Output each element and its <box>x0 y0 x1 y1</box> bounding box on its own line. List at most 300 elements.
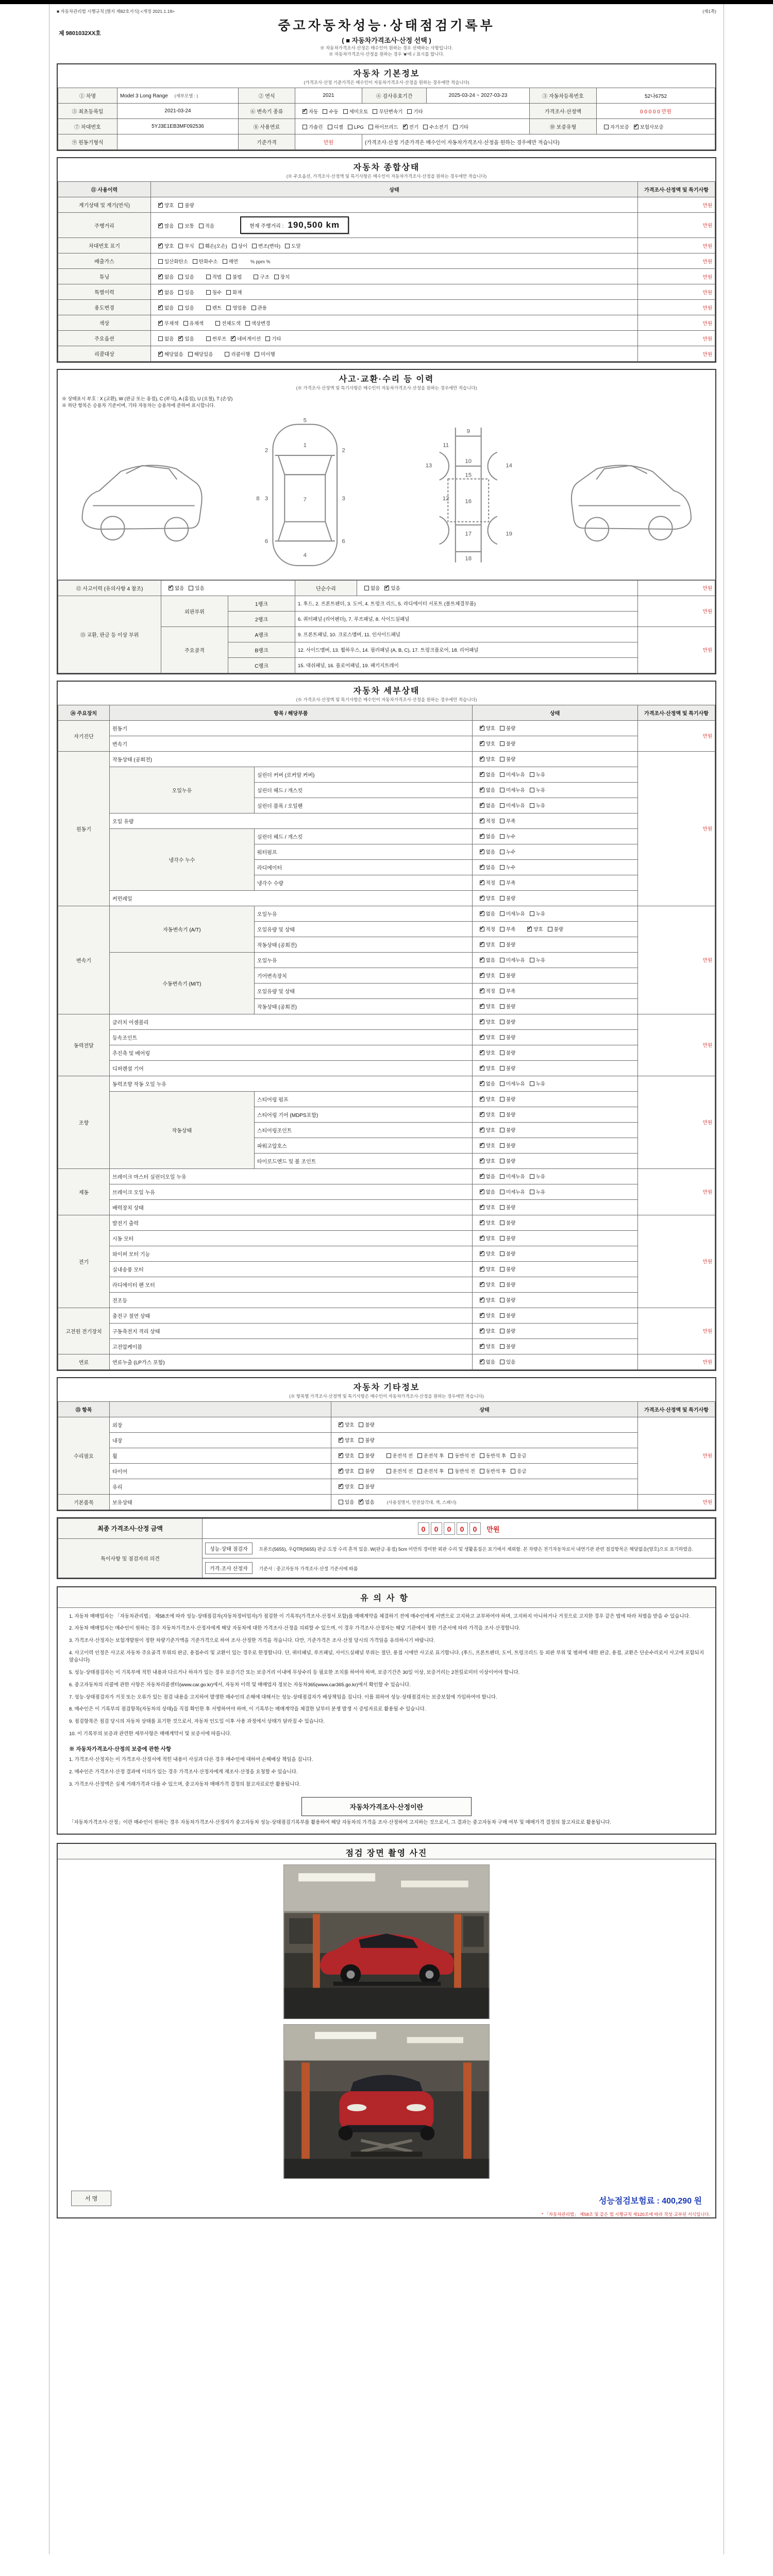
checkbox-label: 양호 <box>533 927 543 933</box>
table-header-row <box>58 182 715 197</box>
price-digit: 0 <box>418 1522 429 1535</box>
unchecked-checkbox <box>199 244 204 248</box>
checkbox-label: 있음 <box>195 586 205 591</box>
unchecked-checkbox <box>500 911 505 916</box>
checkbox-label: 양호 <box>485 896 495 902</box>
checkbox-label: 불량 <box>506 726 516 732</box>
table-row <box>58 1168 715 1184</box>
checked-checkbox <box>480 1004 484 1009</box>
price-cell: 만원 <box>638 626 715 673</box>
svg-text:12: 12 <box>442 496 449 502</box>
checked-checkbox <box>169 586 173 590</box>
checkbox-group <box>475 927 516 933</box>
status-cell <box>472 1014 637 1029</box>
item-label: 발전기 출력 <box>110 1215 473 1230</box>
price-cell: 만원 <box>638 331 715 346</box>
table-row <box>58 1417 715 1432</box>
item-label: 휠 <box>110 1448 331 1463</box>
checkbox-label: 양호 <box>345 1453 355 1459</box>
checkbox-label: 썬루프 <box>212 336 227 342</box>
checkbox-group <box>154 275 194 280</box>
status-cell <box>331 1448 638 1463</box>
price-cell: 만원 <box>638 284 715 300</box>
section-accident-history <box>57 369 716 674</box>
unchecked-checkbox <box>274 275 279 279</box>
status-cell <box>472 1230 637 1246</box>
checkbox-label: 양호 <box>485 1066 495 1072</box>
status-cell <box>151 253 638 269</box>
status-cell <box>151 315 638 331</box>
checkbox-group <box>475 741 516 747</box>
checked-checkbox <box>480 1050 484 1055</box>
status-cell <box>331 1432 638 1448</box>
checkbox-label: 양호 <box>485 1329 495 1334</box>
checkbox-group <box>220 352 275 358</box>
checkbox-group <box>154 306 194 311</box>
price-cell: 만원 <box>638 1417 715 1494</box>
checkbox-label: 적정 <box>485 819 495 824</box>
checkbox-label: 불량 <box>506 896 516 902</box>
notice-item: 4. 사고이력 인정은 사고로 자동차 주요골격 부위의 판금, 용접수리 및 교환이 있는 경우로 한정합니다. 단, 쿼터패널, 루프패널, 사이드실패널 부위는 절단, 용접 시에만 사고로 표기합니다. (후드, 프론트펜더, 도어, 트렁크리드 등 외판 부위 및 범퍼에 대한 판금, 용접, 교환은 단순수리로서 사고에 포함되지 않습니다) <box>69 1650 704 1664</box>
price-cell: 만원 <box>638 596 715 626</box>
unchecked-checkbox <box>386 1453 391 1458</box>
section-detail-title: 자동차 세부상태 <box>353 686 420 696</box>
table-row <box>58 828 715 844</box>
item-label: 타이어 <box>110 1463 331 1479</box>
appraiser-opinion-text: 기준서 : 중고자동차 가격조사·산정 기준서에 따름 <box>259 1566 358 1571</box>
unchecked-checkbox <box>189 586 193 590</box>
inspection-period-label: ④ 검사유효기간 <box>362 88 427 104</box>
item-label: 실린더 블록 / 오일팬 <box>254 798 472 813</box>
signature-row <box>58 2184 715 2209</box>
table-header-row <box>58 1401 715 1417</box>
checkbox-label: 부식 <box>184 243 194 249</box>
checked-checkbox <box>480 834 484 839</box>
pricing-definition-box: 자동차가격조사·산정이란 <box>301 1797 472 1816</box>
price-cell: 만원 <box>638 580 715 596</box>
checkbox-label: 유채색 <box>189 320 204 327</box>
table-row <box>58 134 715 150</box>
checkbox-label: 운전석 전 <box>392 1469 413 1475</box>
checkbox-label: 불량 <box>506 1221 516 1226</box>
checkbox-label: 적법 <box>212 274 222 280</box>
status-cell <box>472 1168 637 1184</box>
group-label: 조향 <box>58 1076 110 1168</box>
status-cell <box>472 1091 637 1107</box>
group-label: 연료 <box>58 1354 110 1369</box>
checked-checkbox <box>158 244 163 248</box>
checkbox-label: 불량 <box>506 1236 516 1242</box>
item-label: 작동상태 (공회전) <box>110 751 473 767</box>
checkbox-label: 훼손(오손) <box>205 243 227 249</box>
svg-text:11: 11 <box>443 442 449 449</box>
status-cell <box>472 859 637 875</box>
unchecked-checkbox <box>500 989 505 993</box>
checked-checkbox <box>480 1190 484 1194</box>
svg-text:10: 10 <box>465 458 472 465</box>
checkbox-label: 불량 <box>506 973 516 979</box>
item-label: 작동상태 (공회전) <box>254 937 472 952</box>
checkbox-label: 양호 <box>485 1298 495 1303</box>
table-row <box>58 1292 715 1308</box>
unchecked-checkbox <box>254 275 258 279</box>
checkbox-label: 없음 <box>485 911 495 917</box>
svg-text:16: 16 <box>465 498 472 505</box>
checkbox-group <box>201 290 242 296</box>
checkbox-label: 불량 <box>184 202 194 209</box>
checkbox-label: 미세누유 <box>506 1081 525 1087</box>
table-row <box>58 736 715 751</box>
section-etc-note: (※ 항목별 가격조사·산정액 및 특기사항은 매수인이 자동차가격조사·산정을 원하는 경우에만 적습니다) <box>289 1393 484 1399</box>
checkbox-group <box>475 989 516 994</box>
car-diagram-front-quarter <box>61 415 222 575</box>
rank-items: 15. 대쉬패널, 16. 플로어패널, 19. 패키지트레이 <box>295 657 638 673</box>
item-label: 와이퍼 모터 기능 <box>110 1246 473 1261</box>
checkbox-label: 누유 <box>535 1081 546 1087</box>
table-row <box>58 1261 715 1277</box>
table-row <box>58 906 715 921</box>
group-label: 전기 <box>58 1215 110 1308</box>
overall-rows <box>58 197 715 362</box>
table-row <box>58 315 715 331</box>
price-cell: 만원 <box>638 720 715 751</box>
price-cell: 만원 <box>638 1354 715 1369</box>
status-cell <box>472 1076 637 1091</box>
checkbox-group <box>154 336 194 342</box>
table-row <box>58 1432 715 1448</box>
checkbox-label: 많음 <box>164 224 174 229</box>
insurance-fee-line <box>599 2194 702 2206</box>
checkbox-label: 양호 <box>485 757 495 762</box>
inspector-opinion-cell <box>203 1538 715 1558</box>
unchecked-checkbox <box>530 1081 534 1086</box>
unchecked-checkbox <box>500 1004 505 1009</box>
svg-text:18: 18 <box>465 555 472 562</box>
rank-items: 1. 후드, 2. 프론트펜더, 3. 도어, 4. 트렁크 리드, 5. 라디에이터 서포트 (볼트체결부품) <box>295 596 638 611</box>
item-label: 등속조인트 <box>110 1029 473 1045</box>
checkbox-label: 자가보증 <box>610 124 629 130</box>
checkbox-label: 있음 <box>391 586 400 591</box>
col-state: 상태 <box>151 182 638 197</box>
checkbox-group <box>475 850 516 855</box>
status-cell <box>472 720 637 736</box>
item-label: 기어변속장치 <box>254 968 472 983</box>
status-cell <box>331 1463 638 1479</box>
col-price: 가격조사·산정액 및 특기사항 <box>638 705 715 720</box>
photos-title: 점검 장면 촬영 사진 <box>58 1844 715 1859</box>
checked-checkbox <box>158 321 163 326</box>
price-cell: 만원 <box>638 253 715 269</box>
table-row <box>58 1091 715 1107</box>
unchecked-checkbox <box>500 1066 505 1071</box>
checkbox-label: 불량 <box>506 1128 516 1133</box>
svg-text:1: 1 <box>303 442 307 449</box>
status-cell <box>472 1261 637 1277</box>
checkbox-label: 양호 <box>485 1143 495 1149</box>
item-label: 작동상태 (공회전) <box>254 998 472 1014</box>
basic-price-note: (가격조사·산정 기준가격은 매수인이 자동차가격조사·산정을 원하는 경우에만 적습니다) <box>362 134 715 150</box>
checkbox-group <box>475 896 516 902</box>
checkbox-label: 부족 <box>506 880 516 886</box>
unchecked-checkbox <box>178 290 183 295</box>
status-cell <box>472 782 637 798</box>
checkbox-label: 없음 <box>485 1190 495 1195</box>
checkbox-group <box>475 958 545 963</box>
checkbox-label: 없음 <box>485 850 495 855</box>
unchecked-checkbox <box>500 1298 505 1302</box>
section-etc-title: 자동차 기타정보 <box>353 1383 420 1392</box>
checkbox-label: 장치 <box>280 274 290 280</box>
unchecked-checkbox <box>423 125 428 129</box>
car-name-text: Model 3 Long Range <box>120 93 168 99</box>
checkbox-group <box>475 1344 516 1350</box>
status-cell <box>472 751 637 767</box>
item-label: 오일유량 및 상태 <box>254 921 472 937</box>
exchange-parts-label: ⑬ 교환, 판금 등 이상 부위 <box>58 596 161 673</box>
subtitle-note-2: ※ 자동차가격조사·산정을 원하는 경우 '■'에 √ 표시를 합니다. <box>329 52 444 57</box>
col-sub-item <box>110 1401 331 1417</box>
table-header-row <box>58 705 715 720</box>
unchecked-checkbox <box>364 586 369 590</box>
checkbox-label: 미세누유 <box>506 788 525 793</box>
checkbox-label: 자동 <box>309 109 318 115</box>
status-cell <box>472 875 637 890</box>
unchecked-checkbox <box>500 1159 505 1163</box>
checkbox-group <box>211 321 270 327</box>
checkbox-label: 있음 <box>184 290 194 296</box>
table-row <box>58 1246 715 1261</box>
checkbox-label: 미이행 <box>261 351 275 358</box>
col-major-device: ⑭ 주요장치 <box>58 705 110 720</box>
col-state: 상태 <box>331 1401 638 1417</box>
checkbox-label: 없음 <box>485 865 495 871</box>
opinion-label: 특이사항 및 점검자의 의견 <box>58 1538 203 1578</box>
checkbox-group <box>475 1066 516 1072</box>
checkbox-label: 불량 <box>506 1267 516 1273</box>
table-row <box>58 1479 715 1494</box>
table-row <box>58 1014 715 1029</box>
final-price-label: 최종 가격조사·산정 금액 <box>58 1518 203 1538</box>
registration-number-value: 52나6752 <box>597 88 715 104</box>
unchecked-checkbox <box>500 958 505 962</box>
item-label: 실린더 헤드 / 개스킷 <box>254 782 472 798</box>
item-label: 외장 <box>110 1417 331 1432</box>
item-label: 고전압케이블 <box>110 1338 473 1354</box>
item-label: 연료누출 (LP가스 포함) <box>110 1354 473 1369</box>
unchecked-checkbox <box>417 1453 422 1458</box>
checkbox-label: 리콜이행 <box>231 351 250 358</box>
group-label: 변속기 <box>58 906 110 1014</box>
unchecked-checkbox <box>500 803 505 808</box>
unchecked-checkbox <box>199 224 204 228</box>
price-cell: 만원 <box>638 1215 715 1308</box>
table-row <box>58 580 715 596</box>
price-cell: 만원 <box>638 751 715 906</box>
unchecked-checkbox <box>251 306 256 310</box>
page-subtitle: ( ■ 자동차가격조사·산정 선택 ) <box>342 37 431 44</box>
checkbox-group <box>475 911 545 917</box>
table-row <box>58 1230 715 1246</box>
unchecked-checkbox <box>339 1500 343 1504</box>
table-row <box>58 1338 715 1354</box>
status-cell <box>331 1494 638 1510</box>
engine-type-label: ⑨ 원동기형식 <box>58 134 117 150</box>
checkbox-label: 양호 <box>345 1438 355 1444</box>
inspection-period-value: 2025-03-24 ~ 2027-03-23 <box>427 88 530 104</box>
notice-item: 7. 성능·상태점검자가 거짓 또는 오류가 있는 점검 내용을 고지하여 발생한 매수인의 손해에 대해서는 성능·상태점검자가 배상책임을 집니다. 이를 위하여 성능·상태점검자는 보증보험에 가입하여야 합니다. <box>69 1694 497 1700</box>
status-cell <box>472 1029 637 1045</box>
item-label: 원동기 <box>110 720 473 736</box>
notice-title: 유의사항 <box>58 1587 715 1608</box>
unchecked-checkbox <box>530 788 534 792</box>
unchecked-checkbox <box>500 942 505 947</box>
rank-label: A랭크 <box>228 626 295 642</box>
item-label: 배력장치 상태 <box>110 1199 473 1215</box>
notice-item: 10. 이 기록부의 보증과 관련한 세부사항은 매매계약서 및 보증서에 따릅니다. <box>69 1731 231 1737</box>
checked-checkbox <box>158 224 163 228</box>
item-label: 유리 <box>110 1479 331 1494</box>
checked-checkbox <box>480 1159 484 1163</box>
col-price: 가격조사·산정액 및 특기사항 <box>638 1401 715 1417</box>
checkbox-label: 양호 <box>485 1267 495 1273</box>
checkbox-label: 운전석 전 <box>392 1453 413 1459</box>
model-year-label: ② 연식 <box>239 88 295 104</box>
checkbox-group <box>334 1453 375 1459</box>
etc-rows <box>58 1417 715 1510</box>
unchecked-checkbox <box>359 1469 363 1473</box>
checkbox-group <box>475 726 516 732</box>
accident-history-table <box>58 580 715 673</box>
checked-checkbox <box>480 896 484 901</box>
checkbox-label: 미세누유 <box>506 1174 525 1180</box>
svg-text:5: 5 <box>303 417 307 424</box>
rank-label: 2랭크 <box>228 611 295 626</box>
checkbox-group <box>475 1329 516 1334</box>
unchecked-checkbox <box>158 259 163 264</box>
status-cell <box>472 813 637 828</box>
status-cell <box>472 1060 637 1076</box>
unchecked-checkbox <box>500 927 505 931</box>
unchecked-checkbox <box>453 125 458 129</box>
fuel-options <box>295 119 530 134</box>
checkbox-label: 불량 <box>506 1066 516 1072</box>
checkbox-label: 불량 <box>506 1050 516 1056</box>
section-final-price <box>57 1517 716 1579</box>
group-label: 동력전달 <box>58 1014 110 1076</box>
checked-checkbox <box>480 1081 484 1086</box>
checkbox-label: 화재 <box>232 290 242 296</box>
price-cell: 만원 <box>638 346 715 362</box>
group-label: 원동기 <box>58 751 110 906</box>
first-registration-value: 2021-03-24 <box>117 104 239 119</box>
transmission-label: ⑥ 변속기 종류 <box>239 104 295 119</box>
checkbox-label: 불량 <box>506 757 516 762</box>
price-digit: 0 <box>457 1522 468 1535</box>
checked-checkbox <box>480 880 484 885</box>
status-cell <box>472 1277 637 1292</box>
unchecked-checkbox <box>500 1344 505 1349</box>
checked-checkbox <box>480 1128 484 1132</box>
unchecked-checkbox <box>511 1469 515 1473</box>
checked-checkbox <box>480 1174 484 1179</box>
checkbox-label: 세미오토 <box>349 109 368 115</box>
checkbox-group <box>334 1484 375 1490</box>
price-cell: 만원 <box>638 1494 715 1510</box>
unchecked-checkbox <box>500 1035 505 1040</box>
unchecked-checkbox <box>530 1190 534 1194</box>
unchecked-checkbox <box>206 290 211 295</box>
checkbox-group <box>154 224 214 229</box>
unchecked-checkbox <box>348 125 352 129</box>
section-etc-info <box>57 1377 716 1511</box>
item-label: 디퍼렌셜 기어 <box>110 1060 473 1076</box>
checkbox-group <box>334 1500 375 1505</box>
rank-items: 9. 프론트패널, 10. 크로스멤버, 11. 인사이드패널 <box>295 626 638 642</box>
checked-checkbox <box>634 125 638 129</box>
status-cell <box>472 767 637 782</box>
notice-sub-item: 1. 가격조사·산정자는 이 가격조사·산정서에 적힌 내용이 사실과 다른 경우 매수인에 대하여 손해배상 책임을 집니다. <box>69 1757 313 1763</box>
checkbox-label: 부족 <box>506 989 516 994</box>
checkbox-label: 적음 <box>205 224 215 229</box>
checkbox-group <box>475 1174 545 1180</box>
status-cell <box>472 1184 637 1199</box>
checkbox-label: 불량 <box>506 1329 516 1334</box>
detail-condition-table <box>58 705 715 1370</box>
rank-items: 6. 쿼터패널 (리어펜더), 7. 루프패널, 8. 사이드실패널 <box>295 611 638 626</box>
checkbox-label: 불량 <box>365 1484 375 1490</box>
status-cell <box>472 1354 637 1369</box>
notice-item: 6. 중고자동차의 리콜에 관한 사항은 자동차리콜센터(www.car.go.kr)에서, 자동차 이력 및 매매업자 정보는 자동차365(www.car365.go.kr)에서 확인할 수 있습니다. <box>69 1682 411 1688</box>
checkbox-label: 미세누유 <box>506 958 525 963</box>
unchecked-checkbox <box>215 321 220 326</box>
item-label: 구동축전지 격리 상태 <box>110 1323 473 1338</box>
row-label: 리콜대상 <box>58 346 151 362</box>
final-price-digits <box>418 1524 482 1533</box>
item-label: 동력조향 작동 오일 누유 <box>110 1076 473 1091</box>
row-label: 색상 <box>58 315 151 331</box>
unchecked-checkbox <box>480 1469 484 1473</box>
checkbox-label: 양호 <box>345 1484 355 1490</box>
checkbox-label: 양호 <box>485 1097 495 1103</box>
state-mark-legend-2: ※ 하단 항목은 승용차 기준이며, 기타 자동차는 승용차에 준하여 표시합니다. <box>62 403 215 408</box>
section-overall-note: (※ 주요옵션, 가격조사·산정액 및 특기사항은 매수인이 자동차가격조사·산정을 원하는 경우에만 적습니다) <box>286 174 487 179</box>
sub-group-label: 수동변속기 (M/T) <box>110 952 255 1014</box>
final-price-table <box>58 1518 715 1578</box>
checkbox-label: 누유 <box>535 958 546 963</box>
item-label: 파워고압호스 <box>254 1138 472 1153</box>
checkbox-label: 누수 <box>506 834 516 840</box>
item-label: 추진축 및 베어링 <box>110 1045 473 1060</box>
table-row <box>58 1277 715 1292</box>
status-cell <box>472 1107 637 1122</box>
checkbox-group <box>475 772 545 778</box>
form-reference-row <box>57 8 716 14</box>
unchecked-checkbox <box>178 306 183 310</box>
item-label: 스티어링조인트 <box>254 1122 472 1138</box>
checkbox-label: 동반석 전 <box>455 1453 475 1459</box>
checkbox-label: 누수 <box>506 850 516 855</box>
checked-checkbox <box>403 125 408 129</box>
checked-checkbox <box>480 1298 484 1302</box>
status-cell <box>472 890 637 906</box>
checked-checkbox <box>359 1500 363 1504</box>
checkbox-label: 양호 <box>485 1004 495 1010</box>
checkbox-label: 변조(변타) <box>258 243 281 249</box>
unchecked-checkbox <box>226 275 231 279</box>
unchecked-checkbox <box>359 1422 363 1427</box>
checked-checkbox <box>480 942 484 947</box>
unchecked-checkbox <box>500 1251 505 1256</box>
